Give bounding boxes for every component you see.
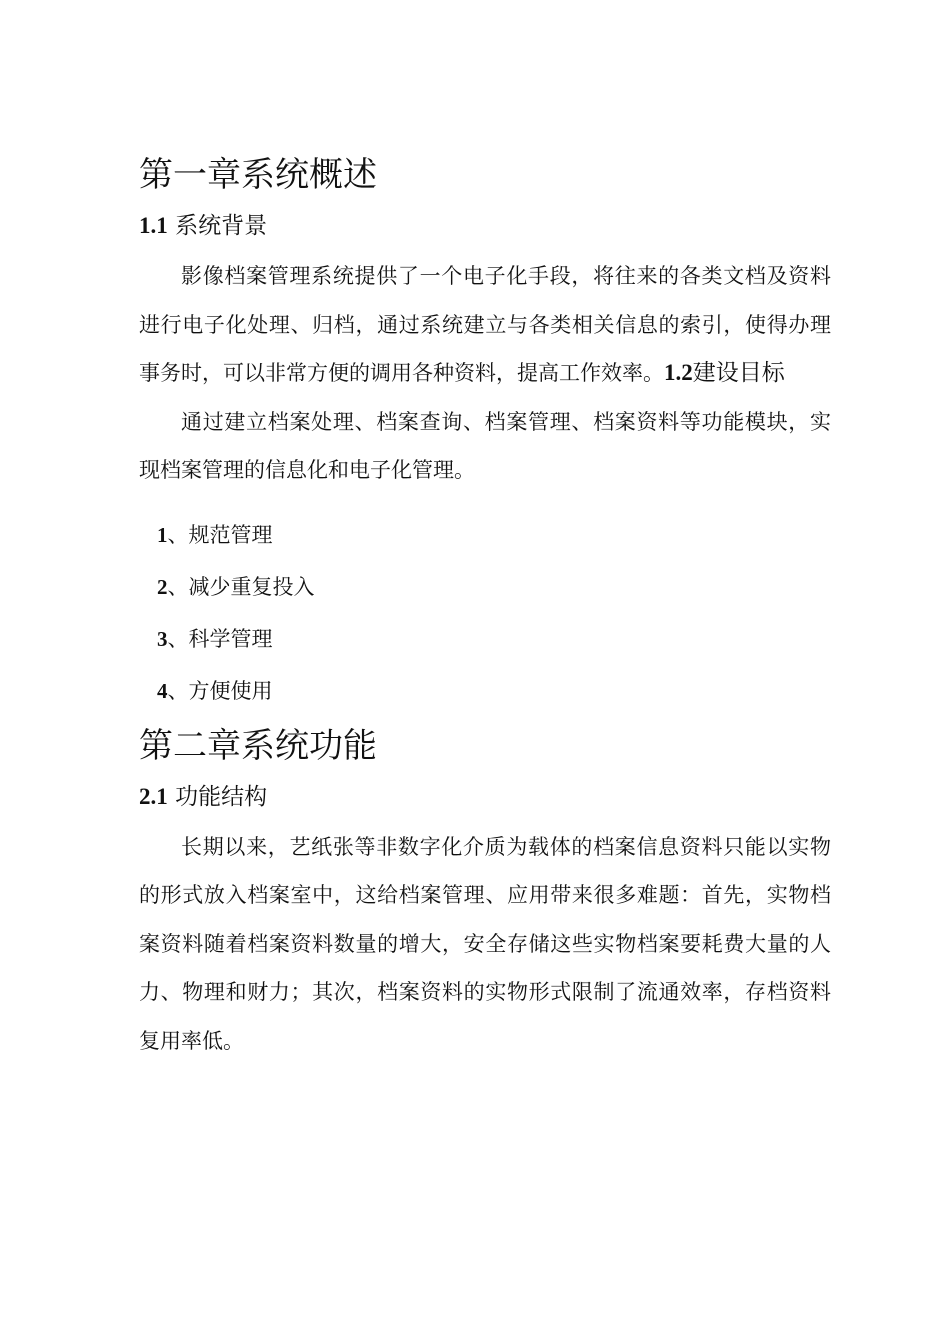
- section-1-1-paragraph: [139, 252, 831, 398]
- list-item-index: 2: [157, 574, 168, 599]
- chapter-2-title: 第二章系统功能: [139, 725, 377, 766]
- list-item-index: 3: [157, 626, 168, 651]
- chapter-1-title: 第一章系统概述: [139, 155, 377, 195]
- list-item: [157, 509, 831, 561]
- section-1-2-title: 建设目标: [692, 360, 785, 386]
- document-body: [139, 148, 831, 1065]
- list-item: [157, 561, 831, 613]
- list-item-index: 4: [157, 678, 168, 703]
- section-1-1-title: 系统背景: [175, 213, 268, 239]
- list-item-text: 、方便使用: [167, 678, 273, 703]
- section-2-1-title: 功能结构: [175, 783, 268, 810]
- section-1-2-paragraph: 通过建立档案处理、档案查询、档案管理、档案资料等功能模块，实现档案管理的信息化和电子化管理。: [139, 409, 831, 482]
- list-item: [157, 665, 831, 717]
- section-2-1-paragraph: 长期以来，艺纸张等非数字化介质为载体的档案信息资料只能以实物的形式放入档案室中，这给档案管理、应用带来很多难题：首先，实物档案资料随着档案资料数量的增大，安全存储这些实物档案要耗费大量的人力、物理和财力；其次，档案资料的实物形式限制了流通效率，存档资料复用率低。: [139, 834, 831, 1053]
- list-item: [157, 613, 831, 665]
- section-1-1-heading: [139, 206, 831, 246]
- list-item-index: 1: [157, 522, 168, 547]
- section-2-1-number: 2.1: [139, 783, 168, 809]
- goal-list: [139, 509, 831, 717]
- section-1-2-heading: [664, 360, 785, 386]
- list-item-text: 、规范管理: [167, 522, 273, 547]
- section-1-2-number: 1.2: [664, 360, 693, 385]
- list-item-text: 、减少重复投入: [167, 574, 315, 599]
- section-1-1-text: 影像档案管理系统提供了一个电子化手段，将往来的各类文档及资料进行电子化处理、归档，通过系统建立与各类相关信息的索引，使得办理事务时，可以非常方便的调用各种资料，提高工作效率。: [139, 264, 831, 385]
- section-1-1-number: 1.1: [139, 213, 168, 238]
- section-2-1-heading: [139, 777, 831, 817]
- list-item-text: 、科学管理: [167, 626, 273, 651]
